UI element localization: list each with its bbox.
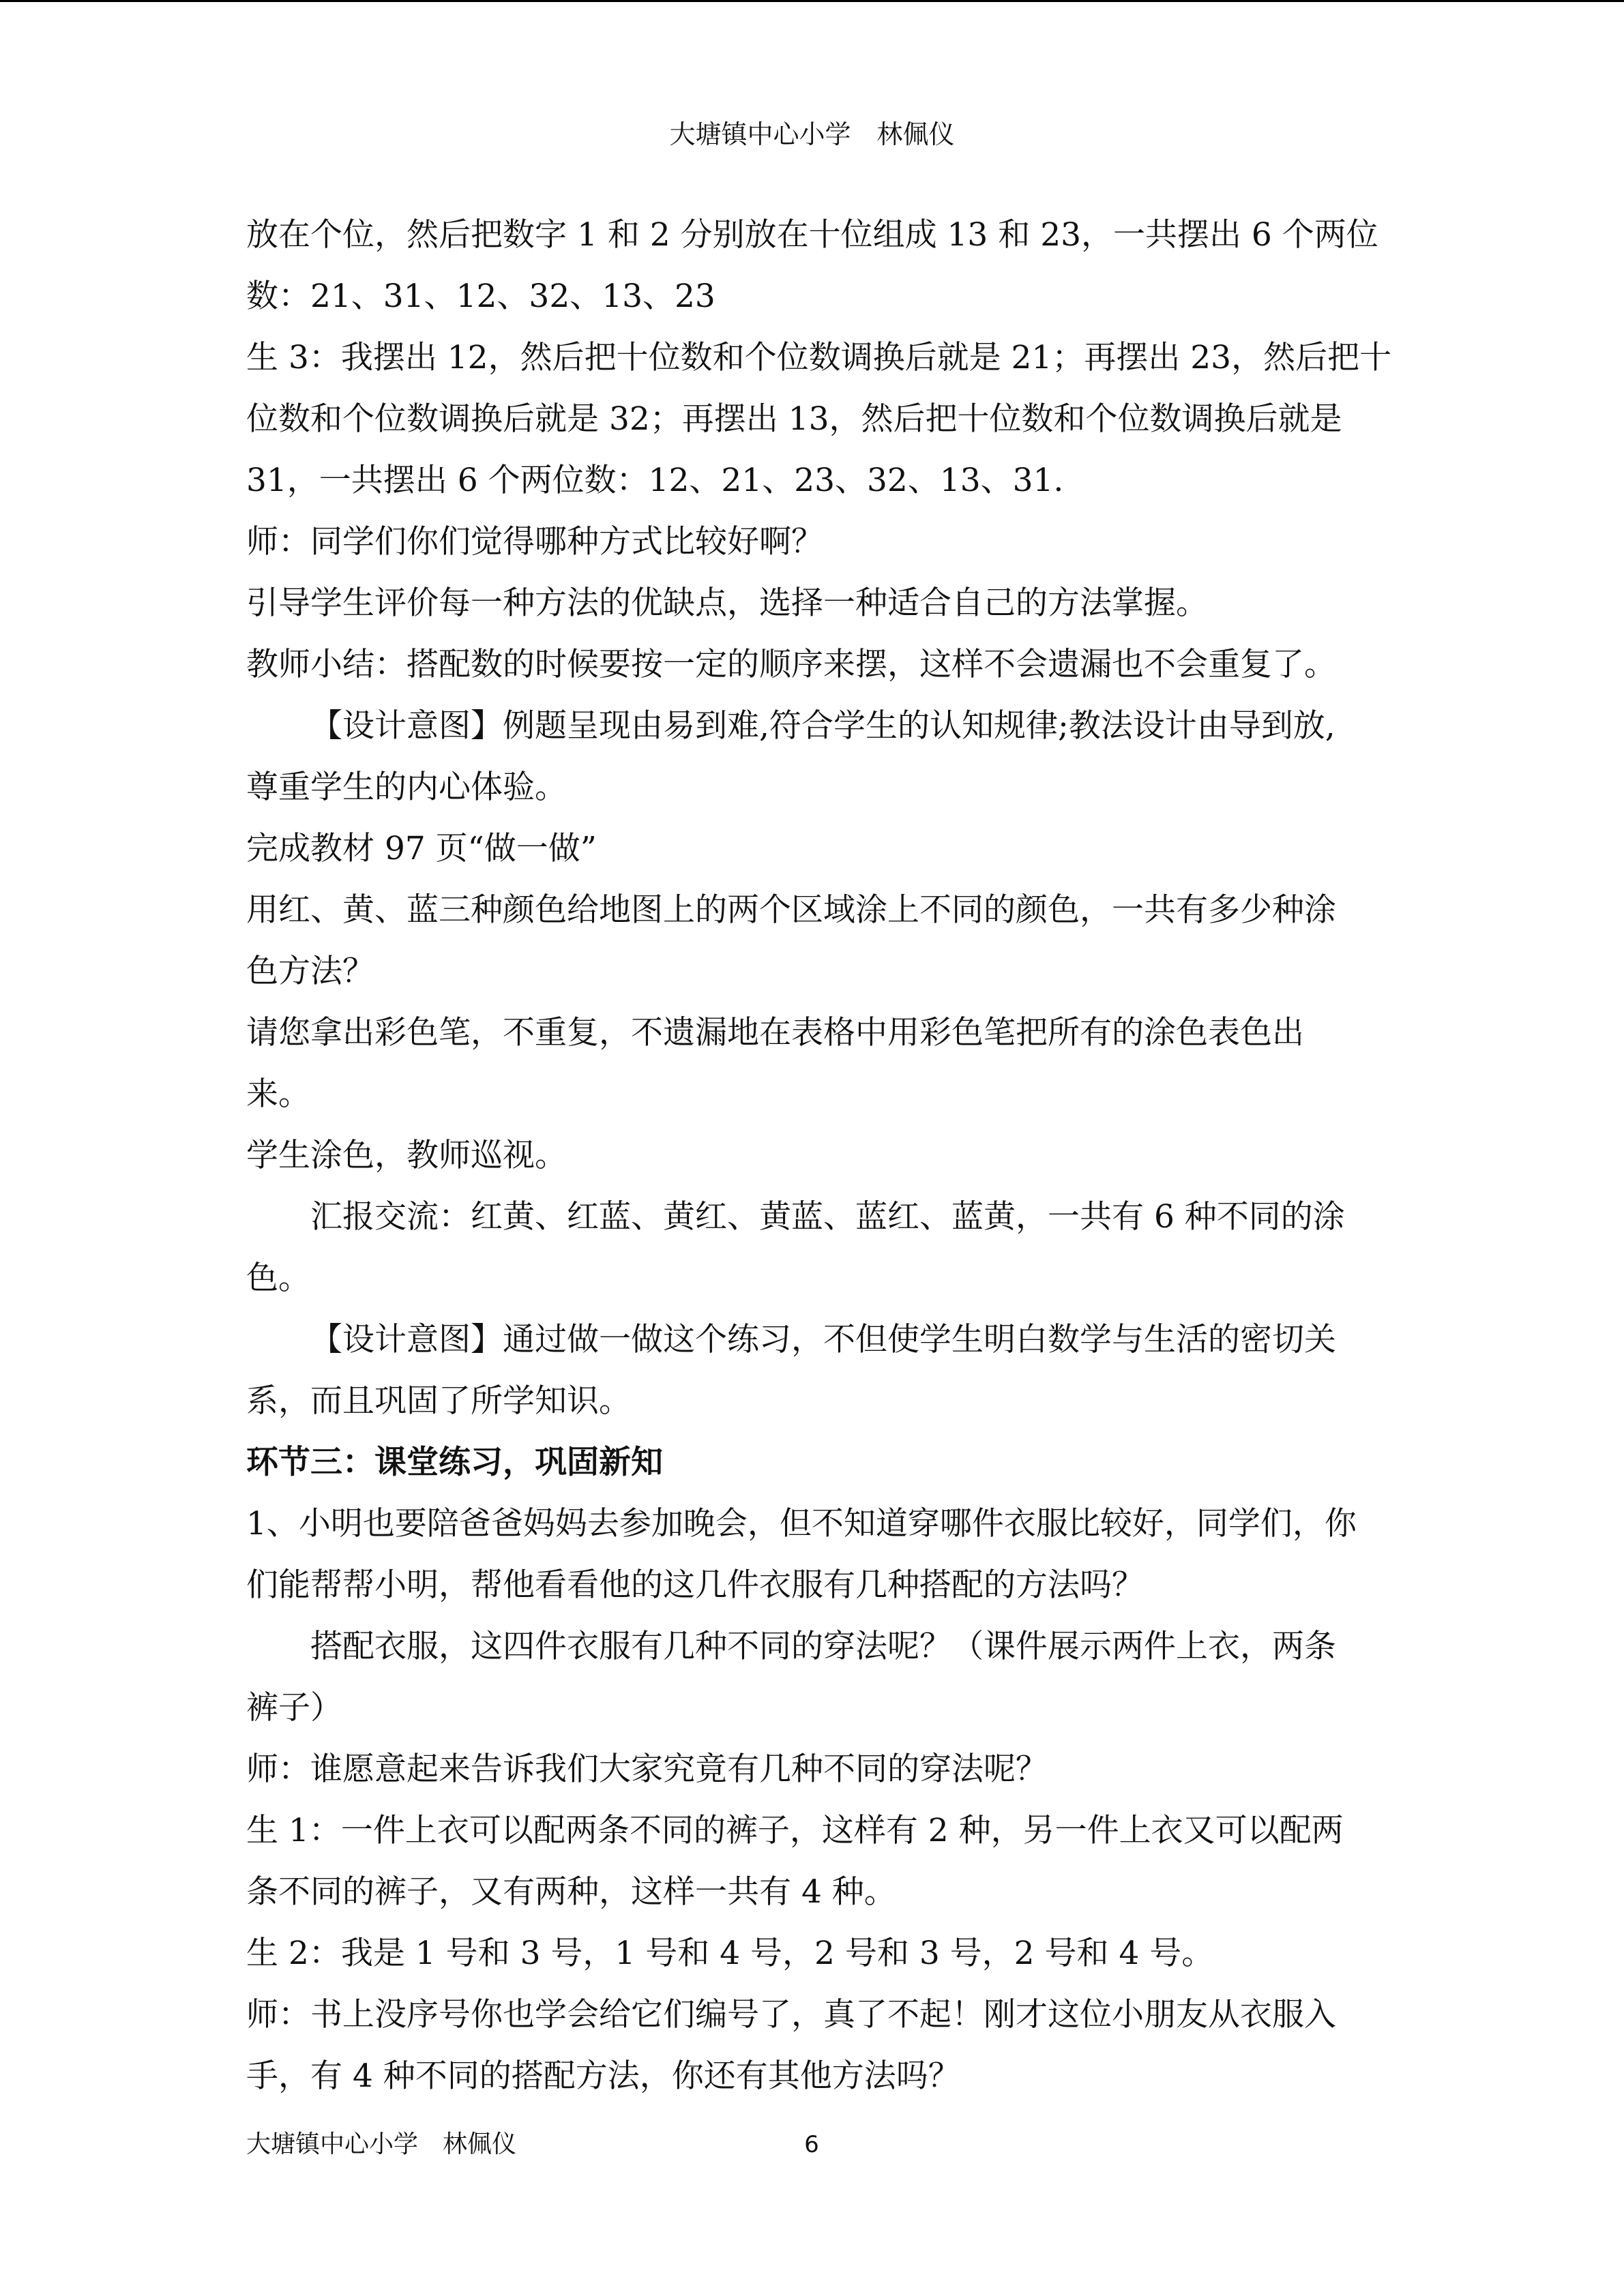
body-line: 师：书上没序号你也学会给它们编号了，真了不起！刚才这位小朋友从衣服入 (246, 1996, 1336, 2033)
body-line: 色。 (246, 1259, 310, 1297)
body-line: 裤子） (246, 1689, 342, 1727)
body-line: 师：同学们你们觉得哪种方式比较好啊？ (246, 523, 823, 561)
document-body (246, 205, 1392, 2107)
body-line: 来。 (246, 1075, 310, 1113)
body-line: 汇报交流：红黄、红蓝、黄红、黄蓝、蓝红、蓝黄，一共有 6 种不同的涂 (310, 1198, 1345, 1236)
body-line: 1、小明也要陪爸爸妈妈去参加晚会，但不知道穿哪件衣服比较好，同学们，你 (246, 1505, 1357, 1542)
page-header: 大塘镇中心小学 林佩仪 (669, 119, 955, 149)
page-footer: 大塘镇中心小学 林佩仪 (246, 2130, 517, 2158)
body-line: 用红、黄、蓝三种颜色给地图上的两个区域涂上不同的颜色，一共有多少种涂 (246, 891, 1336, 929)
body-line: 学生涂色，教师巡视。 (246, 1137, 567, 1174)
body-line: 尊重学生的内心体验。 (246, 769, 567, 806)
body-line: 条不同的裤子，又有两种，这样一共有 4 种。 (246, 1873, 896, 1911)
body-line: 搭配衣服，这四件衣服有几种不同的穿法呢？（课件展示两件上衣，两条 (310, 1628, 1336, 1665)
body-line: 教师小结：搭配数的时候要按一定的顺序来摆，这样不会遗漏也不会重复了。 (246, 646, 1336, 683)
body-line: 系，而且巩固了所学知识。 (246, 1382, 631, 1420)
body-line: 31，一共摆出 6 个两位数：12、21、23、32、13、31. (246, 462, 1064, 499)
body-line: 师：谁愿意起来告诉我们大家究竟有几种不同的穿法呢？ (246, 1750, 1048, 1788)
body-line: 手，有 4 种不同的搭配方法，你还有其他方法吗？ (246, 2057, 960, 2095)
section-heading: 环节三：课堂练习，巩固新知 (246, 1444, 663, 1481)
body-line: 生 2：我是 1 号和 3 号，1 号和 4 号，2 号和 3 号，2 号和 4 号。 (246, 1935, 1214, 1972)
design-intent-paragraph: 【设计意图】通过做一做这个练习，不但使学生明白数学与生活的密切关 (310, 1321, 1336, 1358)
body-line: 请您拿出彩色笔，不重复，不遗漏地在表格中用彩色笔把所有的涂色表色出 (246, 1014, 1304, 1052)
body-line: 生 1：一件上衣可以配两条不同的裤子，这样有 2 种，另一件上衣又可以配两 (246, 1812, 1344, 1849)
body-line: 放在个位，然后把数字 1 和 2 分别放在十位组成 13 和 23，一共摆出 6 个两位 (246, 216, 1378, 254)
body-line: 生 3：我摆出 12，然后把十位数和个位数调换后就是 21；再摆出 23，然后把十 (246, 339, 1392, 376)
body-line: 位数和个位数调换后就是 32；再摆出 13，然后把十位数和个位数调换后就是 (246, 400, 1342, 438)
top-border-line (0, 0, 1624, 2)
body-line: 完成教材 97 页“做一做” (246, 830, 597, 867)
body-line: 数：21、31、12、32、13、23 (246, 278, 715, 315)
page-number: 6 (804, 2131, 819, 2158)
body-line: 色方法？ (246, 953, 374, 990)
design-intent-paragraph: 【设计意图】例题呈现由易到难,符合学生的认知规律;教法设计由导到放, (310, 707, 1335, 745)
body-line: 们能帮帮小明，帮他看看他的这几件衣服有几种搭配的方法吗？ (246, 1566, 1144, 1604)
body-line: 引导学生评价每一种方法的优缺点，选择一种适合自己的方法掌握。 (246, 584, 1208, 622)
